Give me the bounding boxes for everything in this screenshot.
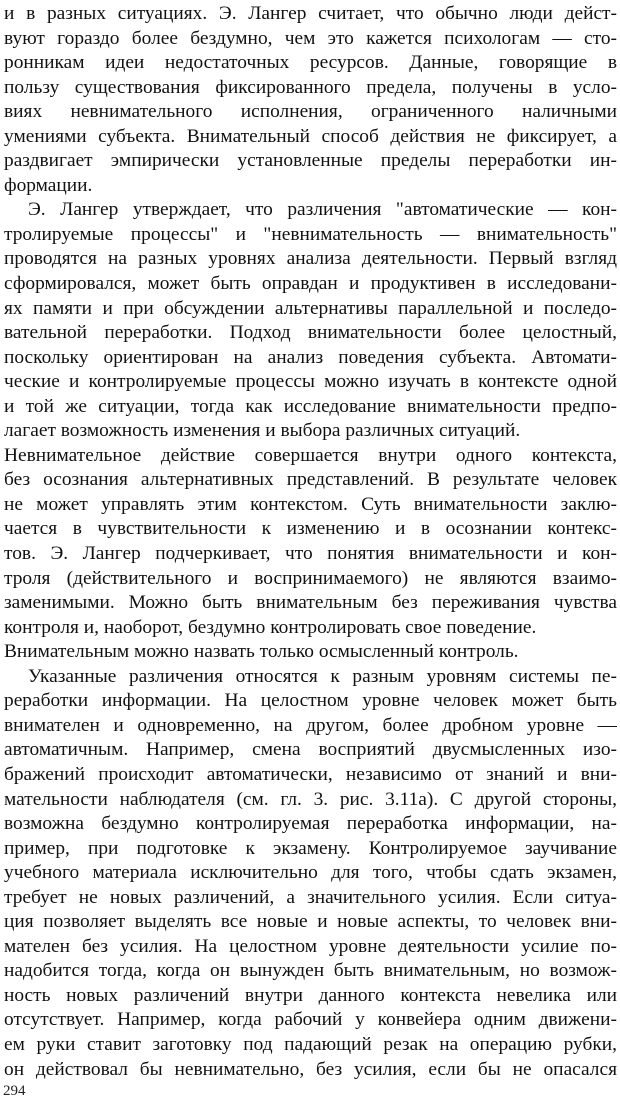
text-line: он действовал бы невнимательно, без усилия, если бы не опасался: [4, 1058, 617, 1080]
text-line: ронникам идеи недостаточных ресурсов. Данные, говорящие в: [4, 52, 617, 74]
text-line: мательности наблюдателя (см. гл. 3. рис. 3.11а). С другой стороны,: [4, 788, 617, 810]
text-line: без осознания альтернативных представлений. В результате человек: [4, 469, 617, 491]
page-number: 294: [3, 1083, 26, 1099]
text-line: формации.: [4, 174, 93, 196]
text-line: вательной переработки. Подход внимательности более целостный,: [4, 322, 617, 344]
text-line: мателен без усилия. На целостном уровне деятельности усилие по-: [4, 935, 617, 957]
text-line: надобится тогда, когда он вынужден быть внимательным, но возмож-: [4, 960, 617, 982]
text-line: не может управлять этим контекстом. Суть внимательности заклю-: [4, 493, 617, 515]
text-line: отсутствует. Например, когда рабочий у конвейера одним движени-: [4, 1009, 617, 1031]
text-line: внимателен и одновременно, на другом, более дробном уровне —: [4, 714, 617, 736]
text-line: чается в чувствительности к изменению и в осознании контекс-: [4, 518, 617, 540]
text-line: лагает возможность изменения и выбора различных ситуаций.: [4, 420, 521, 442]
text-line: заменимыми. Можно быть внимательным без переживания чувства: [4, 592, 617, 614]
text-line: умениями субъекта. Внимательный способ действия не фиксирует, а: [4, 125, 617, 147]
text-line: проводятся на разных уровнях анализа деятельности. Первый взгляд: [4, 248, 617, 270]
text-line: ях памяти и при обсуждении альтернативы параллельной и последо-: [4, 297, 617, 319]
text-line: ность новых различений внутри данного контекста невелика или: [4, 984, 617, 1006]
text-line: бражений происходит автоматически, независимо от знаний и вни-: [4, 763, 617, 785]
text-line: контроля и, наоборот, бездумно контролировать свое поведение.: [4, 616, 537, 638]
body-text: [4, 2, 617, 1082]
text-line: Указанные различения относятся к разным уровням системы пе-: [28, 665, 617, 687]
text-line: тов. Э. Лангер подчеркивает, что понятия внимательности и кон-: [4, 543, 617, 565]
text-line: ческие и контролируемые процессы можно изучать в контексте одной: [4, 371, 617, 393]
text-line: Невнимательное действие совершается внутри одного контекста,: [4, 444, 617, 466]
text-line: возможна бездумно контролируемая переработка информации, на-: [4, 813, 617, 835]
text-line: тролируемые процессы" и "невнимательность — внимательность": [4, 223, 617, 245]
text-line: требует не новых различений, а значительного усилия. Если ситуа-: [4, 886, 617, 908]
text-line: поскольку ориентирован на анализ поведения субъекта. Автомати-: [4, 346, 617, 368]
text-line: Э. Лангер утверждает, что различения "автоматические — кон-: [28, 199, 617, 221]
text-line: и той же ситуации, тогда как исследование внимательности предпо-: [4, 395, 617, 417]
text-line: раздвигает эмпирически установленные пределы переработки ин-: [4, 150, 617, 172]
text-line: учебного материала исключительно для того, чтобы сдать экзамен,: [4, 862, 617, 884]
text-line: автоматичным. Например, смена восприятий двусмысленных изо-: [4, 739, 617, 761]
text-line: вуют гораздо более бездумно, чем это кажется психологам — сто-: [4, 27, 617, 49]
text-line: ция позволяет выделять все новые и новые аспекты, то человек вни-: [4, 911, 617, 933]
text-line: сформировался, может быть оправдан и продуктивен в исследовани-: [4, 273, 617, 295]
text-line: троля (действительного и воспринимаемого) не являются взаимо-: [4, 567, 617, 589]
text-line: пользу существования фиксированного предела, получены в усло-: [4, 76, 617, 98]
text-line: виях невнимательного исполнения, ограниченного наличными: [4, 101, 617, 123]
text-line: реработки информации. На целостном уровне человек может быть: [4, 690, 617, 712]
text-line: и в разных ситуациях. Э. Лангер считает, что обычно люди дейст-: [4, 3, 617, 24]
text-line: Внимательным можно назвать только осмысленный контроль.: [4, 641, 519, 663]
text-line: ем руки ставит заготовку под падающий резак на операцию рубки,: [4, 1033, 617, 1055]
text-line: пример, при подготовке к экзамену. Контролируемое заучивание: [4, 837, 617, 859]
